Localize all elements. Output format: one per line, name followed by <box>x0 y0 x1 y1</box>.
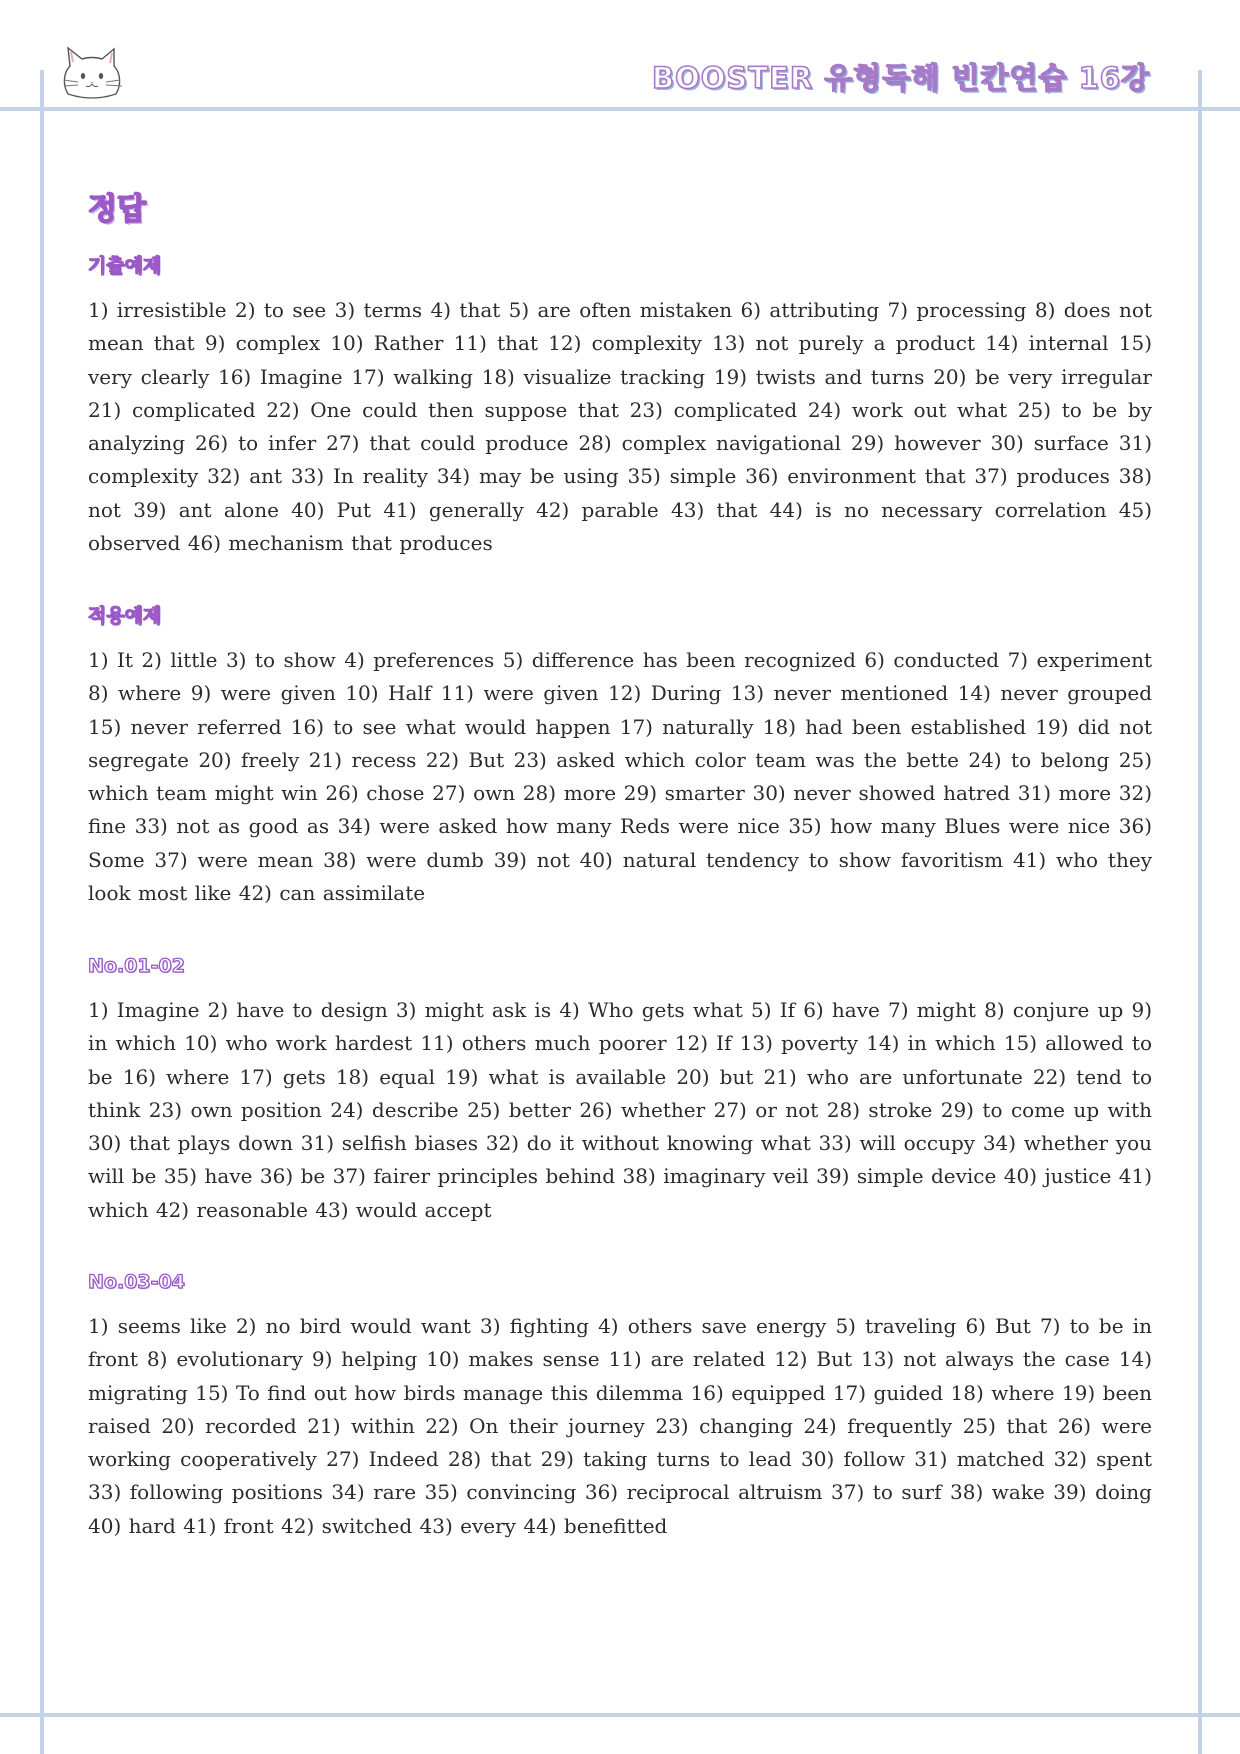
answer-list: 1) irresistible 2) to see 3) terms 4) that 5) are often mistaken 6) attributing 7) processing 8) does not mean that 9) complex 10) Rather 11) that 12) complexity 13) not purely a product 14) internal 15) very clearly 16) Imagine 17) walking 18) visualize tracking 19) twists and turns 20) be very irregular 21) complicated 22) One could then suppose that 23) complicated 24) work out what 25) to be by analyzing 26) to infer 27) that could produce 28) complex navigational 29) however 30) surface 31) complexity 32) ant 33) In reality 34) may be using 35) simple 36) environment that 37) produces 38) not 39) ant alone 40) Put 41) generally 42) parable 43) that 44) is no necessary correlation 45) observed 46) mechanism that produces <box>88 298 1152 556</box>
section-heading: 적용예제 <box>88 605 162 627</box>
answer-list: 1) Imagine 2) have to design 3) might ask is 4) Who gets what 5) If 6) have 7) might 8) conjure up 9) in which 10) who work hardest 11) others much poorer 12) If 13) poverty 14) in which 15) allowed to be 16) where 17) gets 18) equal 19) what is available 20) but 21) who are unfortunate 22) tend to think 23) own position 24) describe 25) better 26) whether 27) or not 28) stroke 29) to come up with 30) that plays down 31) selfish biases 32) do it without knowing what 33) will occupy 34) whether you will be 35) have 36) be 37) fairer principles behind 38) imaginary veil 39) simple device 40) justice 41) which 42) reasonable 43) would accept <box>88 998 1152 1222</box>
section-heading: No.01-02 <box>88 955 185 977</box>
section-heading: 기출예제 <box>88 255 162 277</box>
header-rule <box>0 107 1240 111</box>
header-title: BOOSTER 유형독해 빈칸연습 16강 <box>652 61 1150 95</box>
answer-list: 1) It 2) little 3) to show 4) preferences 5) difference has been recognized 6) conducted 7) experiment 8) where 9) were given 10) Half 11) were given 12) During 13) never mentioned 14) never grouped 15) never referred 16) to see what would happen 17) naturally 18) had been established 19) did not segregate 20) freely 21) recess 22) But 23) asked which color team was the bette 24) to belong 25) which team might win 26) chose 27) own 28) more 29) smarter 30) never showed hatred 31) more 32) fine 33) not as good as 34) were asked how many Reds were nice 35) how many Blues were nice 36) Some 37) were mean 38) were dumb 39) not 40) natural tendency to show favoritism 41) who they look most like 42) can assimilate <box>88 648 1152 906</box>
cat-logo-icon <box>60 44 126 102</box>
section-past-exam <box>88 252 1152 560</box>
page-title: 정답 <box>88 192 146 227</box>
section-heading: No.03-04 <box>88 1271 185 1293</box>
footer-rule <box>0 1713 1240 1717</box>
right-margin-rule <box>1198 70 1202 1754</box>
section-no-01-02 <box>88 952 1152 1227</box>
answer-list: 1) seems like 2) no bird would want 3) fighting 4) others save energy 5) traveling 6) But 7) to be in front 8) evolutionary 9) helping 10) makes sense 11) are related 12) But 13) not always the case 14) migrating 15) To find out how birds manage this dilemma 16) equipped 17) guided 18) where 19) been raised 20) recorded 21) within 22) On their journey 23) changing 24) frequently 25) that 26) were working cooperatively 27) Indeed 28) that 29) taking turns to lead 30) follow 31) matched 32) spent 33) following positions 34) rare 35) convincing 36) reciprocal altruism 37) to surf 38) wake 39) doing 40) hard 41) front 42) switched 43) every 44) benefitted <box>88 1314 1152 1538</box>
section-applied-example <box>88 602 1152 910</box>
section-no-03-04 <box>88 1268 1152 1543</box>
left-margin-rule <box>40 70 44 1754</box>
